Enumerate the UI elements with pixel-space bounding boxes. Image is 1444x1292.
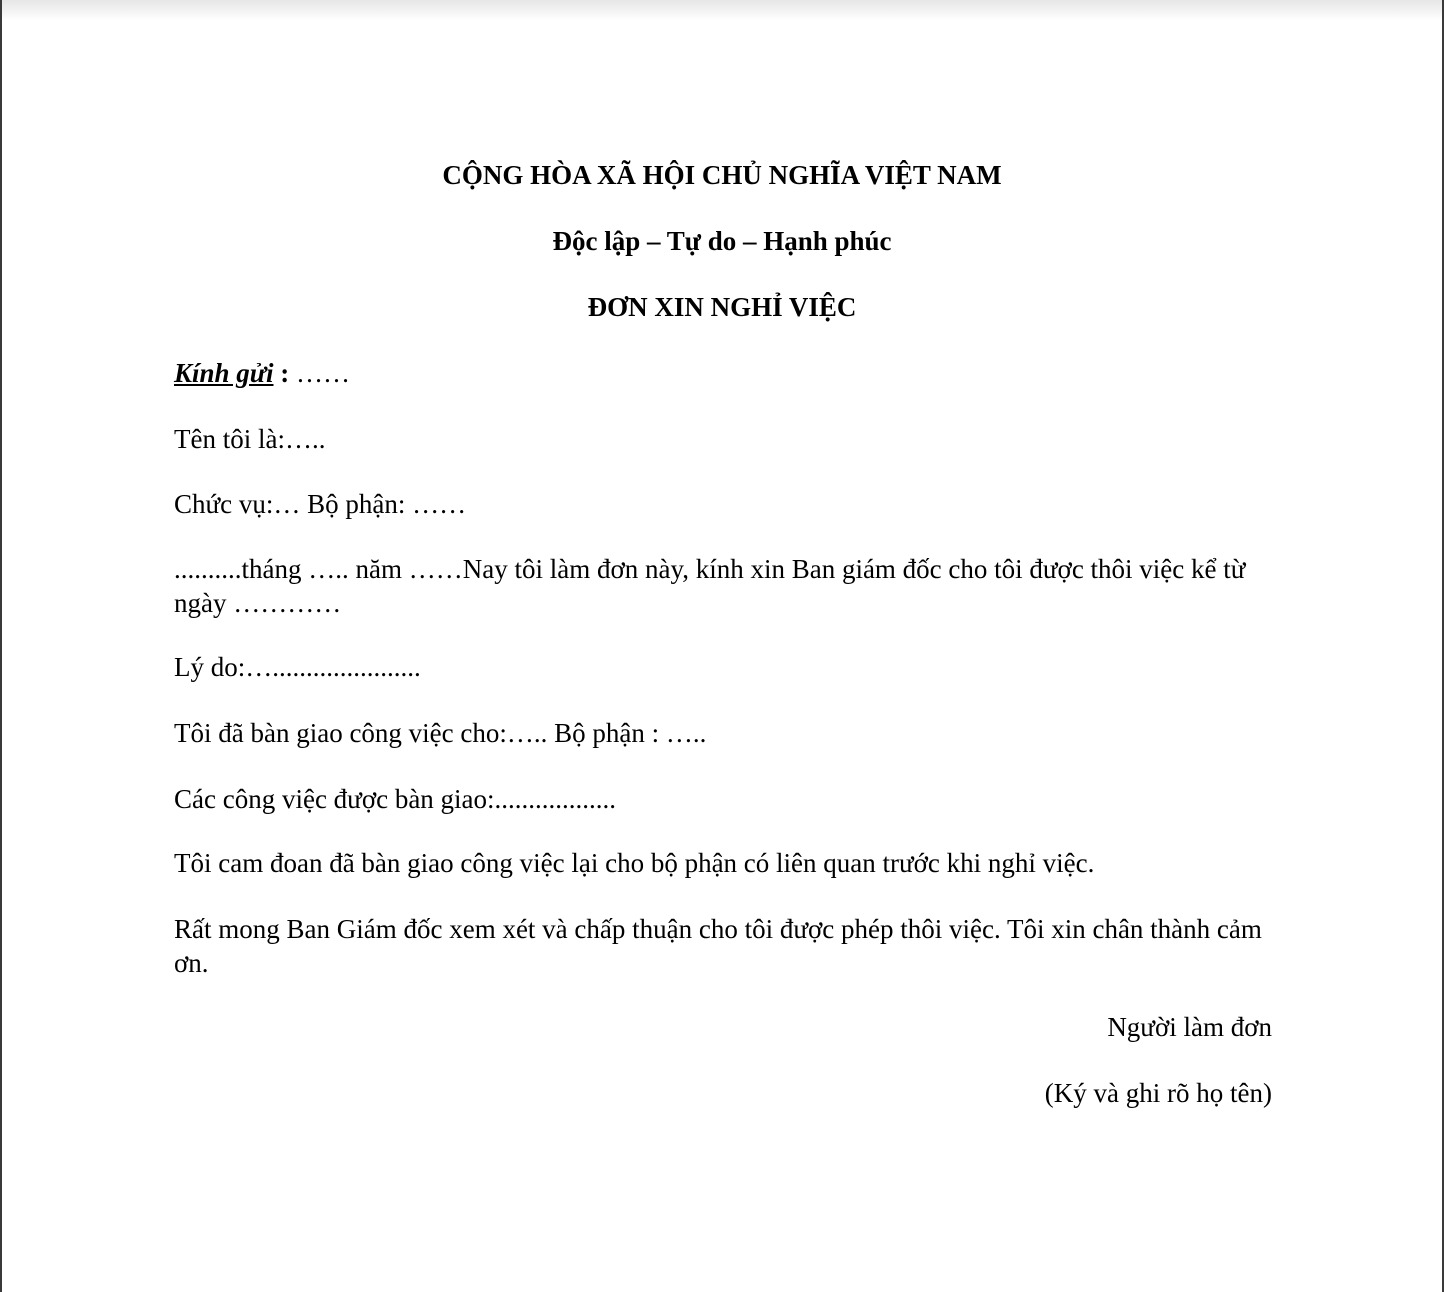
motto: Độc lập – Tự do – Hạnh phúc xyxy=(552,226,892,256)
signer-label: Người làm đơn xyxy=(1107,1012,1272,1042)
closing-paragraph: Rất mong Ban Giám đốc xem xét và chấp thuận cho tôi được phép thôi việc. Tôi xin chân thành cảm ơn. xyxy=(174,914,1262,978)
commitment-line: Tôi cam đoan đã bàn giao công việc lại cho bộ phận có liên quan trước khi nghỉ việc. xyxy=(174,848,1095,878)
document-page xyxy=(2,0,1442,1292)
recipient-line xyxy=(174,356,350,390)
signature-note: (Ký và ghi rõ họ tên) xyxy=(1044,1078,1272,1108)
recipient-label: Kính gửi xyxy=(174,358,274,388)
handover-line: Tôi đã bàn giao công việc cho:….. Bộ phận : ….. xyxy=(174,718,707,748)
form-title: ĐƠN XIN NGHỈ VIỆC xyxy=(587,292,857,322)
recipient-colon: : xyxy=(273,358,290,388)
reason-line: Lý do:…...................... xyxy=(174,652,421,682)
position-line: Chức vụ:… Bộ phận: …… xyxy=(174,489,467,519)
national-title: CỘNG HÒA XÃ HỘI CHỦ NGHĨA VIỆT NAM xyxy=(442,160,1002,190)
name-line: Tên tôi là:….. xyxy=(174,424,326,454)
recipient-value: …… xyxy=(289,358,350,388)
tasks-line: Các công việc được bàn giao:.................. xyxy=(174,784,617,814)
request-paragraph: ..........tháng ….. năm ……Nay tôi làm đơn này, kính xin Ban giám đốc cho tôi được thôi việc kể từ ngày ………… xyxy=(174,554,1246,618)
